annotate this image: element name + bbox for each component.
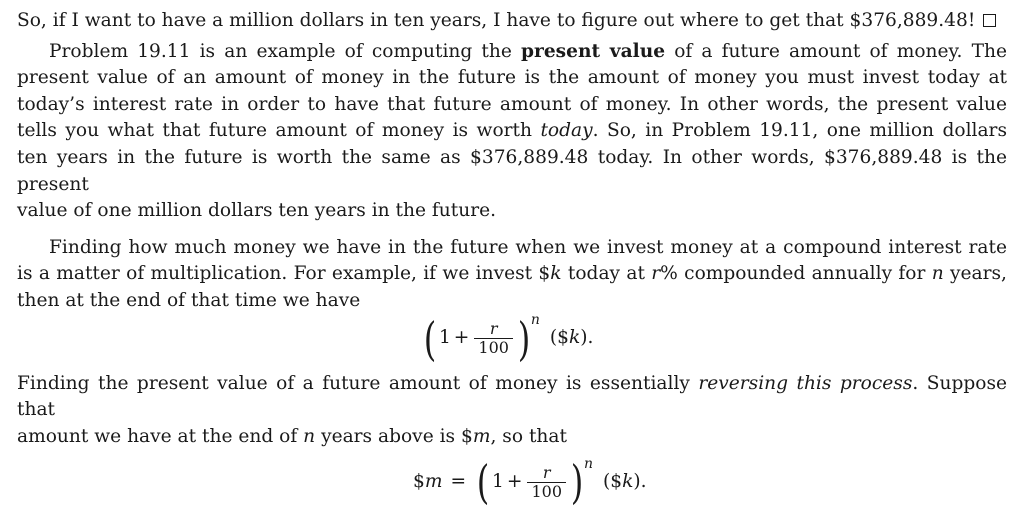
math-one: 1 — [438, 327, 451, 349]
text-line: today’s interest rate in order to have that future amount of money. In other words, the present value — [17, 93, 1007, 115]
text-run: amount we have at the end of — [17, 425, 304, 447]
equation-present-value — [17, 450, 1007, 510]
var-n: n — [931, 263, 944, 285]
emphasis-reversing: reversing this process — [698, 372, 913, 394]
paragraph-compound-interest — [17, 235, 1007, 315]
fraction-numerator: r — [542, 462, 551, 482]
equation-future-value — [17, 311, 1007, 371]
text-line: value of one million dollars ten years in the future. — [17, 200, 497, 222]
text-run: ). — [580, 327, 594, 349]
text-run: . So, in Problem 19.11, one million dollars — [592, 120, 1007, 142]
var-r: r — [651, 263, 661, 285]
fraction-denominator: 100 — [474, 338, 513, 357]
right-paren: ) — [570, 455, 584, 510]
var-n: n — [303, 425, 316, 447]
text-line: then at the end of that time we have — [17, 289, 361, 311]
text-run: $ — [413, 471, 425, 493]
fraction-r-over-100 — [527, 464, 566, 501]
emphasis-today: today — [540, 120, 593, 142]
exponent-n: n — [583, 456, 593, 473]
var-m: m — [424, 471, 443, 493]
paragraph-conclusion — [17, 8, 1007, 35]
text-run: years above is $ — [315, 425, 473, 447]
var-k: k — [550, 263, 562, 285]
term-present-value: present value — [521, 40, 666, 62]
document-page — [17, 8, 1007, 510]
math-tail — [550, 325, 594, 352]
text-run: of a future amount of money. The — [665, 40, 1007, 62]
math-plus: + — [506, 471, 523, 493]
math-one: 1 — [492, 471, 504, 493]
math-tail — [603, 469, 647, 496]
text-line: ten years in the future is worth the same as $376,889.48 today. In other words, $376,889.48 is the present — [17, 146, 1007, 195]
math-lhs — [413, 469, 442, 496]
paragraph-reversing — [17, 371, 1007, 451]
fraction-r-over-100 — [474, 320, 513, 357]
text-run: years, — [943, 263, 1007, 285]
text-run: Problem 19.11 is an example of computing the — [49, 40, 522, 62]
text-line: Finding how much money we have in the future when we invest money at a compound interest rate — [49, 236, 1007, 258]
text-run: ). — [633, 471, 647, 493]
text-run: % compounded annually for — [660, 263, 932, 285]
math-plus: + — [453, 327, 470, 349]
text-run: ($ — [603, 471, 623, 493]
var-k: k — [622, 471, 634, 493]
fraction-numerator: r — [489, 319, 498, 339]
text-run: tells you what that future amount of money is worth — [17, 120, 541, 142]
exponent-n: n — [530, 312, 540, 329]
fraction-denominator: 100 — [527, 482, 566, 501]
text-run: Finding the present value of a future amount of money is essentially — [17, 372, 699, 394]
text-run: , so that — [490, 425, 567, 447]
paragraph-text: So, if I want to have a million dollars in ten years, I have to figure out where to get that $376,889.48! — [17, 10, 976, 31]
text-run: today at — [561, 263, 652, 285]
text-line: present value of an amount of money in the future is the amount of money you must invest today at — [17, 67, 1007, 89]
right-paren: ) — [517, 311, 531, 366]
qed-box-icon — [983, 14, 996, 27]
var-m: m — [472, 425, 491, 447]
math-equals: = — [450, 471, 467, 493]
paragraph-present-value — [17, 39, 1007, 225]
left-paren: ( — [423, 311, 437, 366]
var-k: k — [569, 327, 581, 349]
left-paren: ( — [476, 455, 490, 510]
text-run: ($ — [549, 327, 570, 349]
text-run: . Suppose that — [17, 372, 1007, 421]
text-run: is a matter of multiplication. For example, if we invest $ — [17, 263, 551, 285]
